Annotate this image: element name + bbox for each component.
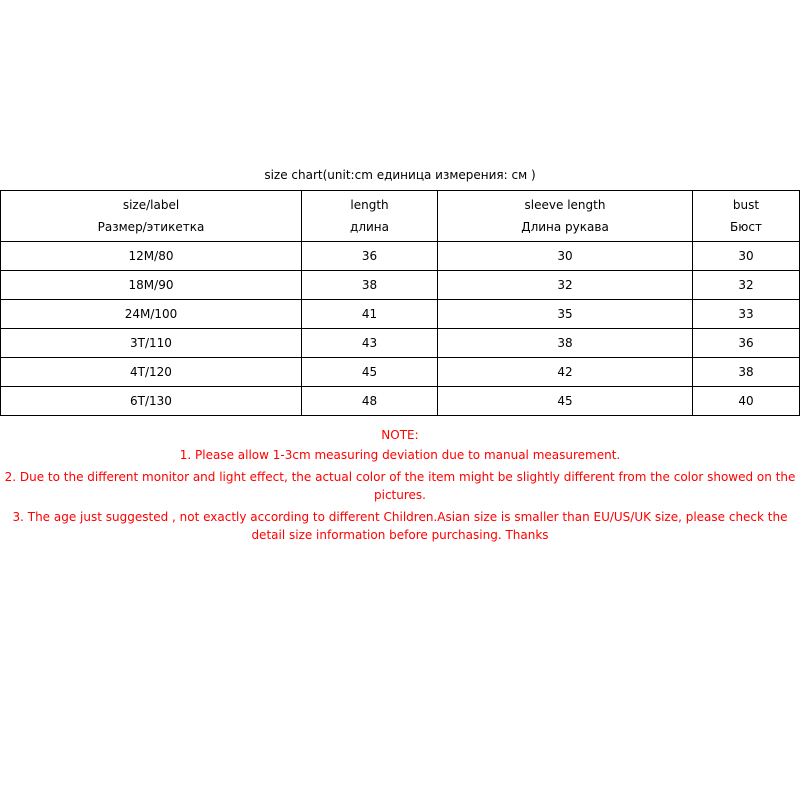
cell-bust: 40	[693, 387, 800, 416]
header-bust-ru: Бюст	[730, 220, 762, 234]
cell-size: 6T/130	[1, 387, 302, 416]
cell-bust: 33	[693, 300, 800, 329]
notes-section	[0, 424, 800, 544]
note-item-2: 2. Due to the different monitor and light effect, the actual color of the item might be slightly different from the color showed on the pictures.	[4, 470, 796, 502]
table-row	[1, 358, 800, 387]
cell-sleeve-length: 45	[438, 387, 693, 416]
note-item-1: 1. Please allow 1-3cm measuring deviation due to manual measurement.	[179, 448, 621, 462]
table-row	[1, 271, 800, 300]
notes-title: NOTE:	[381, 428, 419, 442]
cell-sleeve-length: 38	[438, 329, 693, 358]
cell-sleeve-length: 30	[438, 242, 693, 271]
header-length-en: length	[350, 198, 389, 212]
cell-bust: 36	[693, 329, 800, 358]
table-row	[1, 329, 800, 358]
header-bust-en: bust	[732, 198, 760, 212]
header-sleeve-length-ru: Длина рукава	[521, 220, 609, 234]
header-size-label-ru: Размер/этикетка	[97, 220, 205, 234]
cell-sleeve-length: 32	[438, 271, 693, 300]
table-row	[1, 387, 800, 416]
header-bust	[693, 191, 800, 242]
header-size-label-en: size/label	[122, 198, 180, 212]
cell-sleeve-length: 35	[438, 300, 693, 329]
cell-length: 41	[302, 300, 438, 329]
table-header-row	[1, 191, 800, 242]
cell-size: 4T/120	[1, 358, 302, 387]
table-row	[1, 242, 800, 271]
cell-size: 12M/80	[1, 242, 302, 271]
cell-length: 36	[302, 242, 438, 271]
header-length	[302, 191, 438, 242]
cell-length: 48	[302, 387, 438, 416]
header-length-ru: длина	[350, 220, 389, 234]
header-sleeve-length-en: sleeve length	[524, 198, 606, 212]
header-size-label	[1, 191, 302, 242]
cell-bust: 32	[693, 271, 800, 300]
cell-size: 3T/110	[1, 329, 302, 358]
cell-size: 24M/100	[1, 300, 302, 329]
chart-title: size chart(unit:cm единица измерения: см )	[264, 168, 536, 182]
table-row	[1, 300, 800, 329]
size-table	[0, 190, 800, 416]
cell-bust: 30	[693, 242, 800, 271]
cell-bust: 38	[693, 358, 800, 387]
note-item-3: 3. The age just suggested , not exactly according to different Children.Asian size is smaller than EU/US/UK size, please check the detail size information before purchasing. Thanks	[12, 510, 788, 542]
header-sleeve-length	[438, 191, 693, 242]
cell-sleeve-length: 42	[438, 358, 693, 387]
cell-length: 43	[302, 329, 438, 358]
cell-size: 18M/90	[1, 271, 302, 300]
cell-length: 45	[302, 358, 438, 387]
cell-length: 38	[302, 271, 438, 300]
